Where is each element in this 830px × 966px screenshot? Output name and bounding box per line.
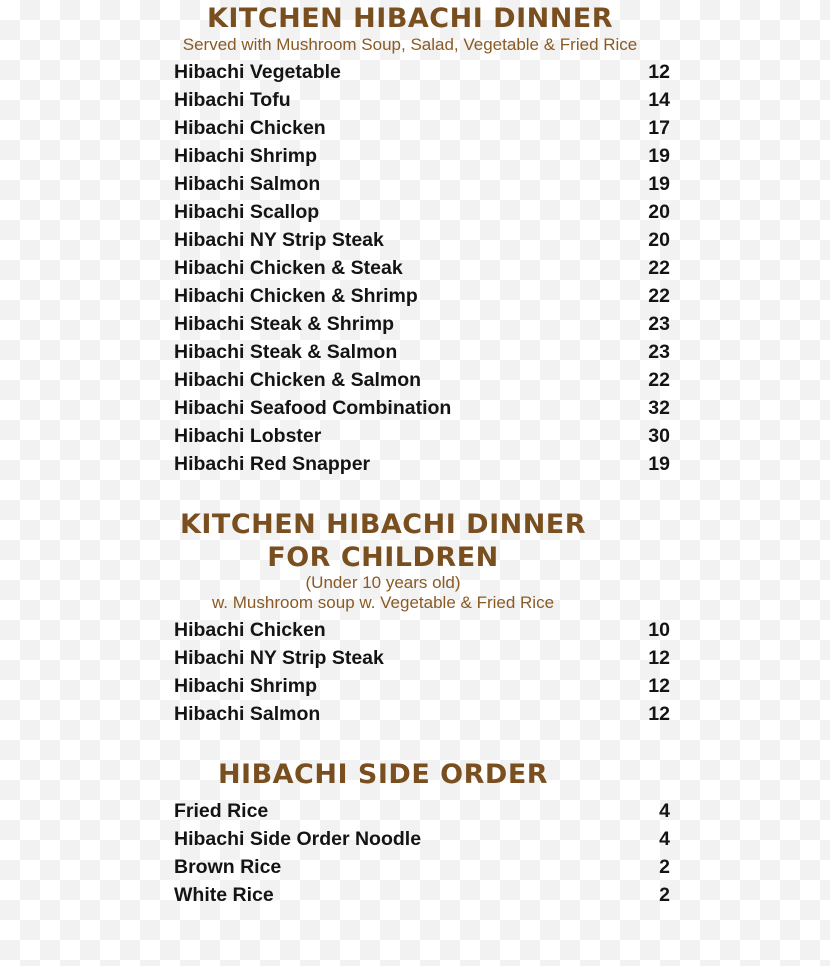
menu-item bbox=[174, 853, 670, 881]
menu-item-price: 20 bbox=[648, 228, 670, 251]
children-section-subtitle: w. Mushroom soup w. Vegetable & Fried Rice bbox=[211, 593, 555, 612]
menu-item-name: Hibachi Scallop bbox=[174, 200, 320, 223]
menu-item bbox=[174, 366, 670, 394]
menu-item bbox=[174, 310, 670, 338]
menu-item bbox=[174, 198, 670, 226]
menu-item-name: Hibachi NY Strip Steak bbox=[174, 646, 384, 669]
menu-item-name: Brown Rice bbox=[174, 855, 282, 878]
menu-item-name: Hibachi Seafood Combination bbox=[174, 396, 452, 419]
menu-item bbox=[174, 58, 670, 86]
menu-item bbox=[174, 86, 670, 114]
menu-item-price: 12 bbox=[648, 60, 670, 83]
side-section-title: HIBACHI SIDE ORDER bbox=[217, 759, 549, 790]
menu-item-name: Hibachi Chicken & Steak bbox=[174, 256, 403, 279]
menu-item-price: 12 bbox=[648, 646, 670, 669]
menu-item-name: Hibachi Lobster bbox=[174, 424, 322, 447]
menu-item-price: 23 bbox=[648, 340, 670, 363]
menu-item-name: Hibachi Salmon bbox=[174, 172, 321, 195]
menu-item-name: Hibachi Steak & Shrimp bbox=[174, 312, 394, 335]
menu-item-price: 4 bbox=[659, 799, 670, 822]
menu-item-name: Hibachi Shrimp bbox=[174, 674, 318, 697]
menu-item bbox=[174, 282, 670, 310]
children-section-age-note: (Under 10 years old) bbox=[305, 573, 461, 592]
menu-item bbox=[174, 226, 670, 254]
menu-item-price: 2 bbox=[659, 855, 670, 878]
menu-item-name: Fried Rice bbox=[174, 799, 269, 822]
menu-item-name: Hibachi Chicken & Shrimp bbox=[174, 284, 418, 307]
children-section-title-line1: KITCHEN HIBACHI DINNER bbox=[179, 509, 587, 540]
menu-item-name: Hibachi Chicken bbox=[174, 618, 326, 641]
menu-item bbox=[174, 797, 670, 825]
menu-item-name: Hibachi Chicken & Salmon bbox=[174, 368, 422, 391]
menu-item-name: Hibachi Salmon bbox=[174, 702, 321, 725]
menu-item bbox=[174, 450, 670, 478]
menu-item-price: 2 bbox=[659, 883, 670, 906]
menu-item-price: 22 bbox=[648, 368, 670, 391]
children-section-title-line2: FOR CHILDREN bbox=[267, 542, 499, 573]
menu-item-price: 22 bbox=[648, 284, 670, 307]
menu-item-price: 17 bbox=[648, 116, 670, 139]
menu-item bbox=[174, 338, 670, 366]
menu-item-name: Hibachi Tofu bbox=[174, 88, 291, 111]
menu-item-name: White Rice bbox=[174, 883, 274, 906]
menu-item bbox=[174, 142, 670, 170]
dinner-section-title: KITCHEN HIBACHI DINNER bbox=[206, 3, 614, 34]
menu-item-price: 19 bbox=[648, 452, 670, 475]
menu-item-price: 19 bbox=[648, 144, 670, 167]
menu-item-price: 32 bbox=[648, 396, 670, 419]
menu-item bbox=[174, 170, 670, 198]
menu-item-name: Hibachi Side Order Noodle bbox=[174, 827, 422, 850]
menu-item-name: Hibachi Steak & Salmon bbox=[174, 340, 398, 363]
menu-item bbox=[174, 394, 670, 422]
menu-item-name: Hibachi Shrimp bbox=[174, 144, 318, 167]
menu-item-price: 23 bbox=[648, 312, 670, 335]
menu-item bbox=[174, 644, 670, 672]
menu-item-price: 14 bbox=[648, 88, 670, 111]
menu-item bbox=[174, 881, 670, 909]
dinner-section-subtitle: Served with Mushroom Soup, Salad, Vegetable & Fried Rice bbox=[182, 35, 638, 54]
menu-item-price: 12 bbox=[648, 702, 670, 725]
menu-item-name: Hibachi Red Snapper bbox=[174, 452, 371, 475]
menu-item bbox=[174, 254, 670, 282]
menu-item-price: 19 bbox=[648, 172, 670, 195]
menu-item-name: Hibachi Vegetable bbox=[174, 60, 341, 83]
menu-item bbox=[174, 422, 670, 450]
menu-item-name: Hibachi NY Strip Steak bbox=[174, 228, 384, 251]
menu-item-price: 12 bbox=[648, 674, 670, 697]
menu-item bbox=[174, 700, 670, 728]
menu-item bbox=[174, 616, 670, 644]
menu-item bbox=[174, 114, 670, 142]
menu-item bbox=[174, 825, 670, 853]
menu-item-price: 30 bbox=[648, 424, 670, 447]
menu-item-price: 4 bbox=[659, 827, 670, 850]
menu-item bbox=[174, 672, 670, 700]
menu-item-price: 22 bbox=[648, 256, 670, 279]
menu-item-price: 20 bbox=[648, 200, 670, 223]
menu-item-name: Hibachi Chicken bbox=[174, 116, 326, 139]
menu-item-price: 10 bbox=[648, 618, 670, 641]
